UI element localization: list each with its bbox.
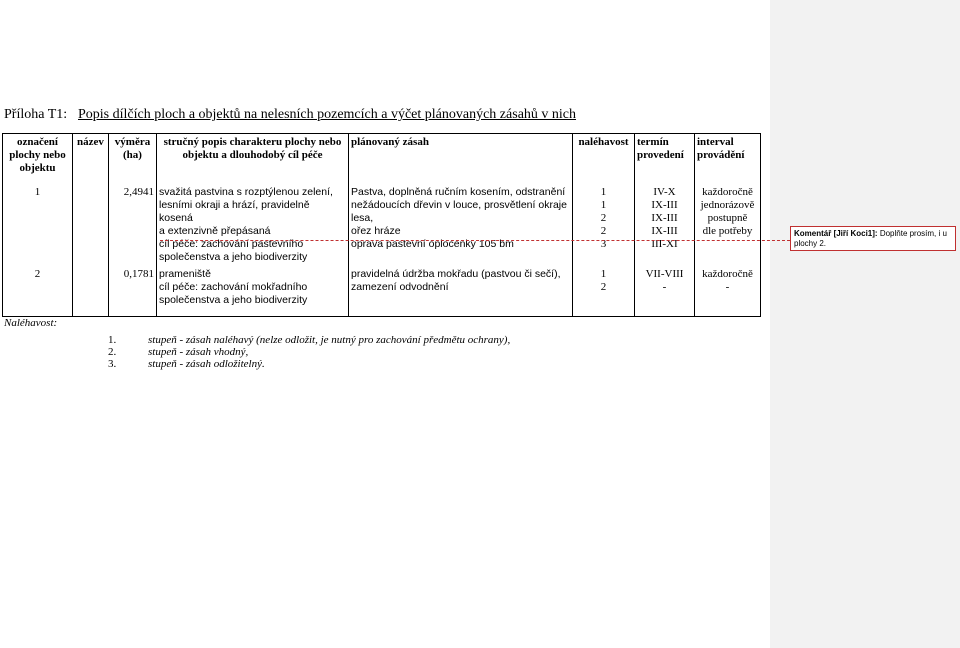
zasah-line: pravidelná údržba mokřadu (pastvou či sečí), [351, 268, 561, 280]
table-header-row [3, 134, 761, 185]
zasah-line: nežádoucích dřevin v louce, prosvětlení okraje [351, 199, 567, 211]
legend-text: stupeň - zásah vhodný, [148, 346, 249, 358]
comment-connector [160, 240, 790, 241]
appendix-label: Příloha T1: [4, 107, 68, 122]
legend-list [108, 334, 510, 370]
nalehavost-value: 2 [600, 225, 607, 237]
zasah-line: ořez hráze [351, 225, 401, 237]
nalehavost-value: 1 [600, 199, 607, 211]
cell-nazev [73, 184, 109, 266]
cell-id: 2 [3, 266, 73, 317]
termin-value: IX-III [651, 199, 678, 211]
legend-num: 1. [108, 334, 117, 346]
termin-value: - [662, 281, 667, 293]
cell-vymera: 0,1781 [109, 266, 157, 317]
interval-value: postupně [707, 212, 748, 224]
col-header-oznaceni: označení plochy nebo objektu [3, 134, 73, 185]
plan-table [2, 133, 761, 317]
interval-value: každoročně [702, 186, 753, 198]
legend-num: 2. [108, 346, 117, 358]
interval-value: každoročně [702, 268, 753, 280]
col-header-nazev: název [73, 134, 109, 185]
cell-vymera: 2,4941 [109, 184, 157, 266]
cell-popis [157, 184, 349, 266]
col-header-popis: stručný popis charakteru plochy nebo objektu a dlouhodobý cíl péče [157, 134, 349, 185]
popis-line: svažitá pastvina s rozptýlenou zelení, [159, 186, 333, 198]
popis-line: společenstva a jeho biodiverzity [159, 251, 308, 263]
interval-value: dle potřeby [702, 225, 753, 237]
cell-nalehavost [573, 184, 635, 266]
nalehavost-value: 1 [600, 186, 607, 198]
popis-line: společenstva a jeho biodiverzity [159, 294, 308, 306]
termin-value: III-XI [651, 238, 678, 250]
legend-item [108, 334, 510, 346]
cell-zasah [349, 184, 573, 266]
comment-margin [770, 0, 960, 648]
termin-value: IX-III [651, 225, 678, 237]
legend-text: stupeň - zásah odložitelný. [148, 358, 265, 370]
popis-line: prameniště [159, 268, 211, 280]
cell-nalehavost [573, 266, 635, 317]
cell-popis [157, 266, 349, 317]
cell-interval [695, 266, 761, 317]
zasah-line: zamezení odvodnění [351, 281, 449, 293]
cell-zasah [349, 266, 573, 317]
termin-value: IV-X [653, 186, 676, 198]
zasah-line: Pastva, doplněná ručním kosením, odstranění [351, 186, 566, 198]
nalehavost-value: 3 [600, 238, 607, 250]
popis-line: cíl péče: zachování pastevního [159, 238, 304, 250]
cell-id: 1 [3, 184, 73, 266]
col-header-nalehavost: naléhavost [573, 134, 635, 185]
zasah-line: oprava pastevní oplocenky 105 bm [351, 238, 514, 250]
col-header-vymera: výměra (ha) [109, 134, 157, 185]
comment-author: Komentář [Jiří Koci1]: [794, 229, 878, 238]
popis-line: cíl péče: zachování mokřadního [159, 281, 308, 293]
legend-item [108, 346, 510, 358]
termin-value: IX-III [651, 212, 678, 224]
col-header-interval: interval provádění [695, 134, 761, 185]
popis-line: lesními okraji a hrází, pravidelně kosená [159, 199, 310, 224]
interval-value: jednorázově [700, 199, 755, 211]
popis-line: a extenzivně přepásaná [159, 225, 271, 237]
comment-balloon[interactable] [790, 226, 956, 251]
legend-item [108, 358, 510, 370]
cell-termin [635, 184, 695, 266]
table-row [3, 266, 761, 317]
zasah-line: lesa, [351, 212, 374, 224]
legend-text: stupeň - zásah naléhavý (nelze odložit, je nutný pro zachování předmětu ochrany), [148, 334, 511, 346]
col-header-termin: termín provedení [635, 134, 695, 185]
cell-nazev [73, 266, 109, 317]
nalehavost-value: 2 [600, 212, 607, 224]
nalehavost-value: 2 [600, 281, 607, 293]
interval-value: - [725, 281, 730, 293]
nalehavost-value: 1 [600, 268, 607, 280]
table-row [3, 184, 761, 266]
col-header-zasah: plánovaný zásah [349, 134, 573, 185]
cell-termin [635, 266, 695, 317]
termin-value: VII-VIII [645, 268, 684, 280]
appendix-title: Popis dílčích ploch a objektů na nelesních pozemcích a výčet plánovaných zásahů v nich [78, 107, 577, 122]
legend-title: Naléhavost: [4, 317, 58, 329]
legend-num: 3. [108, 358, 117, 370]
cell-interval [695, 184, 761, 266]
comment-text: Doplňte prosím, i u plochy 2. [794, 229, 947, 248]
